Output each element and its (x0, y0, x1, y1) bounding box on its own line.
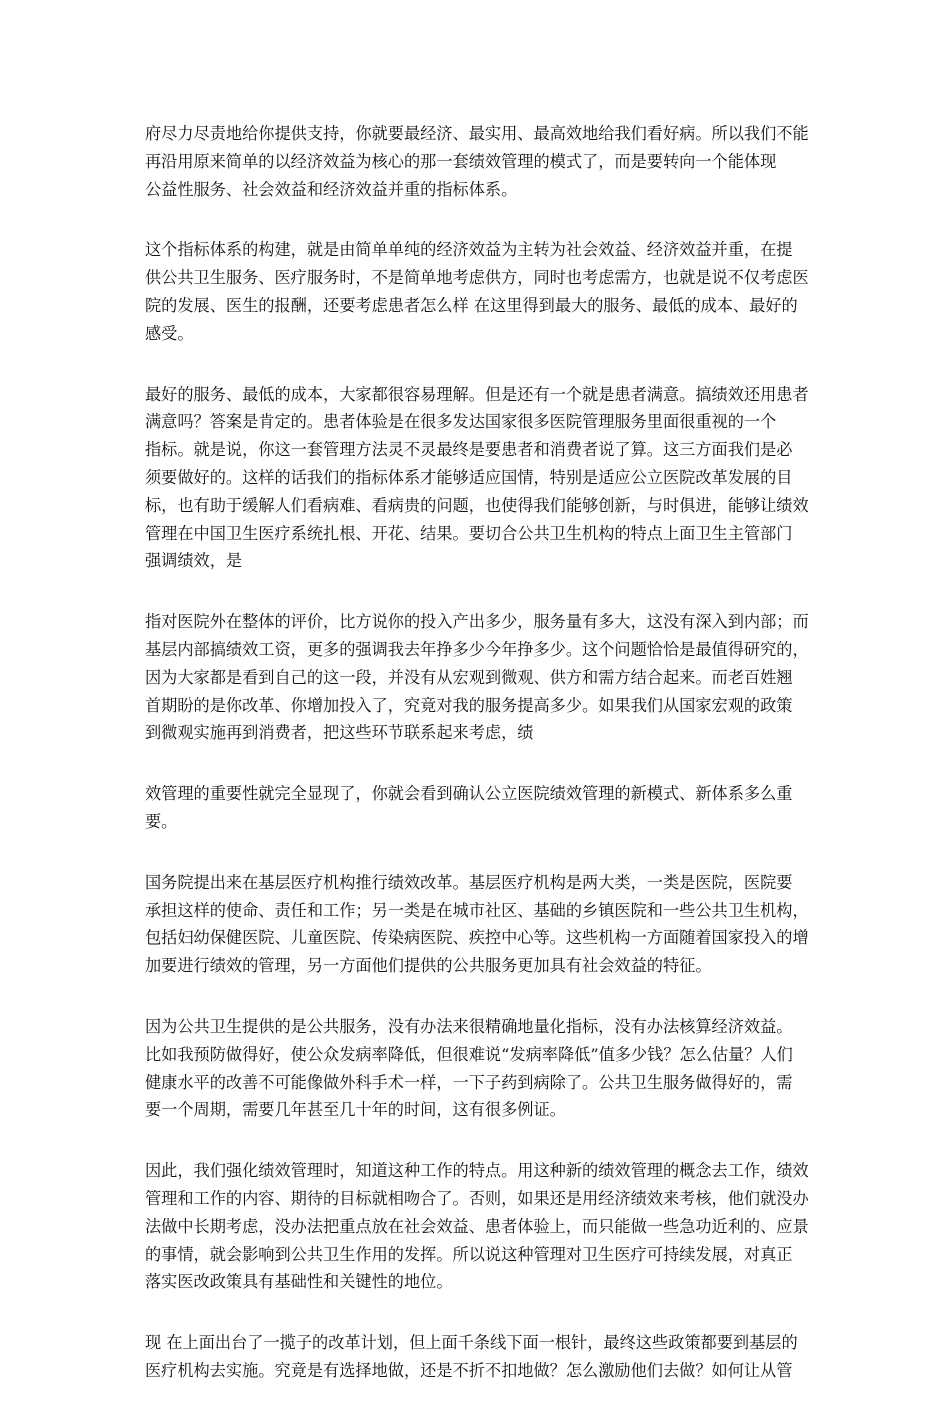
text-line: 承担这样的使命、责任和工作；另一类是在城市社区、基础的乡镇医院和一些公共卫生机构， (145, 900, 809, 920)
paragraph-3 (145, 381, 817, 576)
text-line: 感受。 (145, 323, 194, 343)
text-line: 管理在中国卫生医疗系统扎根、开花、结果。要切合公共卫生机构的特点上面卫生主管部门 (145, 523, 793, 543)
paragraph-6 (145, 869, 817, 980)
document-body (145, 120, 817, 1418)
text-line: 加要进行绩效的管理，另一方面他们提供的公共服务更加具有社会效益的特征。 (145, 956, 712, 976)
text-line: 管理和工作的内容、期待的目标就相吻合了。否则，如果还是用经济绩效来考核，他们就没办 (145, 1188, 809, 1208)
text-line: 因此，我们强化绩效管理时，知道这种工作的特点。用这种新的绩效管理的概念去工作，绩效 (145, 1161, 809, 1181)
text-line: 院的发展、医生的报酬，还要考虑患者怎么样 在这里得到最大的服务、最低的成本、最好的 (145, 295, 798, 315)
text-line: 的事情，就会影响到公共卫生作用的发挥。所以说这种管理对卫生医疗可持续发展，对真正 (145, 1244, 793, 1264)
text-line: 满意吗？答案是肯定的。患者体验是在很多发达国家很多医院管理服务里面很重视的一个 (145, 412, 777, 432)
text-line: 公益性服务、社会效益和经济效益并重的指标体系。 (145, 179, 518, 199)
paragraph-1 (145, 120, 817, 203)
text-line: 基层内部搞绩效工资，更多的强调我去年挣多少今年挣多少。这个问题恰恰是最值得研究的， (145, 639, 809, 659)
text-line: 国务院提出来在基层医疗机构推行绩效改革。基层医疗机构是两大类，一类是医院，医院要 (145, 872, 793, 892)
text-line: 指标。就是说，你这一套管理方法灵不灵最终是要患者和消费者说了算。这三方面我们是必 (145, 440, 793, 460)
text-line: 要。 (145, 811, 178, 831)
text-line: 府尽力尽责地给你提供支持，你就要最经济、最实用、最高效地给我们看好病。所以我们不能 (145, 124, 809, 143)
text-line: 标，也有助于缓解人们看病难、看病贵的问题，也使得我们能够创新，与时俱进，能够让绩效 (145, 495, 809, 515)
text-line: 健康水平的改善不可能像做外科手术一样，一下子药到病除了。公共卫生服务做得好的，需 (145, 1072, 793, 1092)
text-line: 法做中长期考虑，没办法把重点放在社会效益、患者体验上，而只能做一些急功近利的、应景 (145, 1216, 809, 1236)
text-line: 比如我预防做得好，使公众发病率降低，但很难说“发病率降低”值多少钱？怎么估量？人们 (145, 1044, 793, 1064)
text-line: 落实医改政策具有基础性和关键性的地位。 (145, 1272, 453, 1292)
paragraph-7 (145, 1013, 817, 1124)
text-line: 现 在上面出台了一揽子的改革计划，但上面千条线下面一根针，最终这些政策都要到基层的 (145, 1333, 798, 1353)
paragraph-5 (145, 780, 817, 836)
text-line: 强调绩效，是 (145, 551, 243, 571)
paragraph-2 (145, 236, 817, 347)
text-line: 指对医院外在整体的评价，比方说你的投入产出多少，服务量有多大，这没有深入到内部；而 (145, 612, 809, 632)
text-line: 包括妇幼保健医院、儿童医院、传染病医院、疾控中心等。这些机构一方面随着国家投入的增 (145, 928, 809, 948)
paragraph-9 (145, 1329, 817, 1385)
text-line: 须要做好的。这样的话我们的指标体系才能够适应国情，特别是适应公立医院改革发展的目 (145, 467, 793, 487)
text-line: 到微观实施再到消费者，把这些环节联系起来考虑，绩 (145, 723, 534, 743)
text-line: 供公共卫生服务、医疗服务时，不是简单地考虑供方，同时也考虑需方，也就是说不仅考虑医 (145, 268, 809, 288)
text-line: 最好的服务、最低的成本，大家都很容易理解。但是还有一个就是患者满意。搞绩效还用患者 (145, 384, 809, 404)
text-line: 这个指标体系的构建，就是由简单单纯的经济效益为主转为社会效益、经济效益并重，在提 (145, 240, 793, 260)
text-line: 因为大家都是看到自己的这一段，并没有从宏观到微观、供方和需方结合起来。而老百姓翘 (145, 667, 793, 687)
paragraph-8 (145, 1157, 817, 1296)
text-line: 再沿用原来简单的以经济效益为核心的那一套绩效管理的模式了，而是要转向一个能体现 (145, 151, 777, 171)
text-line: 因为公共卫生提供的是公共服务，没有办法来很精确地量化指标，没有办法核算经济效益。 (145, 1016, 793, 1036)
text-line: 要一个周期，需要几年甚至几十年的时间，这有很多例证。 (145, 1100, 566, 1120)
text-line: 效管理的重要性就完全显现了，你就会看到确认公立医院绩效管理的新模式、新体系多么重 (145, 784, 793, 804)
text-line: 医疗机构去实施。究竟是有选择地做，还是不折不扣地做？怎么激励他们去做？如何让从管 (145, 1360, 793, 1380)
text-line: 首期盼的是你改革、你增加投入了，究竟对我的服务提高多少。如果我们从国家宏观的政策 (145, 695, 793, 715)
paragraph-4 (145, 608, 817, 747)
